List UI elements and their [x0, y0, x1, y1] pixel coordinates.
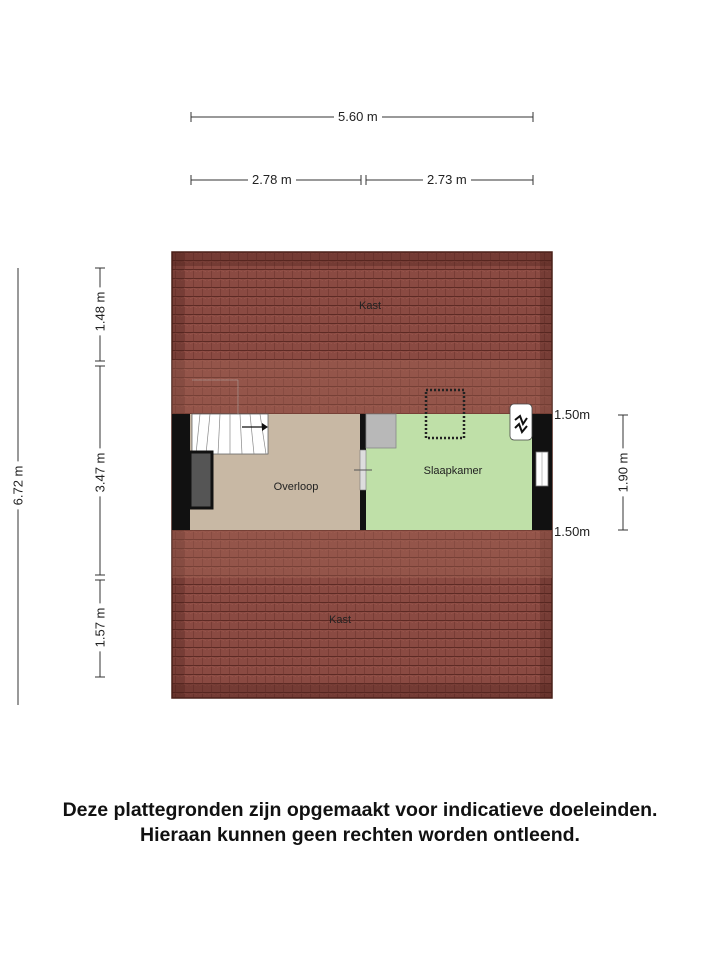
dimension-top-total: 5.60 m: [334, 109, 382, 124]
storage-box: [366, 414, 396, 448]
dimension-left-total: 6.72 m: [10, 462, 25, 510]
dimension-right-bottom-height: 1.50m: [554, 524, 591, 539]
disclaimer-line-2: Hieraan kunnen geen rechten worden ontleend.: [140, 824, 580, 846]
boiler-symbol: [510, 404, 532, 440]
room-label-kast-top: Kast: [358, 300, 382, 312]
dimension-left-middle: 3.47 m: [92, 449, 107, 497]
dimension-right-top-height: 1.50m: [554, 407, 591, 422]
dimension-top-right: 2.73 m: [423, 172, 471, 187]
dimension-left-bottom: 1.57 m: [92, 604, 107, 652]
room-label-slaapkamer: Slaapkamer: [423, 465, 483, 477]
room-label-kast-bottom: Kast: [328, 614, 352, 626]
cabinet-left: [190, 452, 212, 508]
dimension-top-left: 2.78 m: [248, 172, 296, 187]
disclaimer-line-1: Deze plattegronden zijn opgemaakt voor indicatieve doeleinden.: [62, 799, 658, 821]
dimension-right-middle: 1.90 m: [615, 449, 630, 497]
room-label-overloop: Overloop: [273, 481, 319, 493]
dimension-left-top: 1.48 m: [92, 288, 107, 336]
disclaimer: [0, 798, 720, 848]
wall-left: [172, 414, 190, 530]
